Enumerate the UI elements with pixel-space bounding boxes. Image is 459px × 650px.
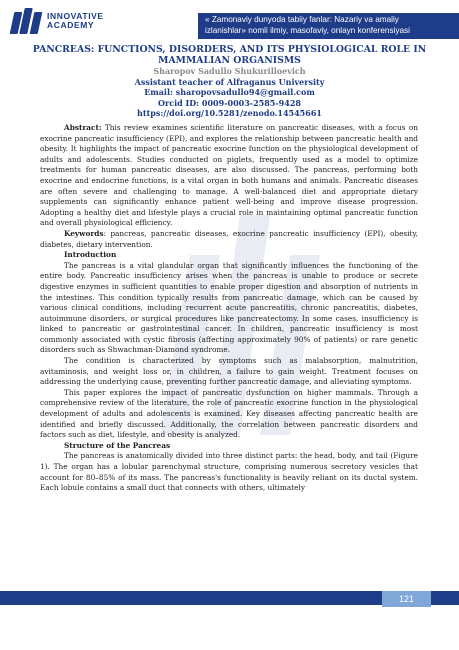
introduction-paragraph-2: The condition is characterized by symptoms such as malabsorption, malnutrition, avitaminosis, and weight loss or, in children, a failure to gain weight. Treatment focuses on addressing the underlying cause, preventing further pancreatic damage, and alleviating symptoms. [40, 356, 418, 387]
author-orcid: Orcid ID: 0009-0003-2585-9428 [158, 97, 301, 108]
abstract-label: Abstract: [64, 123, 102, 132]
introduction-paragraph-3: This paper explores the impact of pancreatic dysfunction on higher mammals. Through a comprehensive review of the literature, the role of pancreatic exocrine function in the physiological development of adults and adolescents is examined. Key diseases affecting pancreatic health are identified and briefly discussed. Additionally, the correlation between pancreatic disorders and factors such as diet, lifestyle, and obesity is analyzed. [40, 387, 418, 440]
page-number: 121 [382, 591, 431, 607]
logo-icon [12, 8, 42, 34]
doi-link[interactable]: https://doi.org/10.5281/zenodo.14545661 [137, 108, 322, 118]
article-title-line2: MAMMALIAN ORGANISMS [158, 55, 301, 66]
author-email: Email: sharopovsadullo94@gmail.com [144, 87, 315, 97]
abstract-text: This review examines scientific literature on pancreatic diseases, with a focus on exocrine pancreatic insufficiency (EPI), and explores the relationship between pancreatic health and obesity. It highlights the impact of pancreatic exocrine function on the physiological development of adults and adolescents. Studies conducted on piglets, frequently used as a model to optimize treatments for human pancreatic diseases, are also discussed. The pancreas, performing both exocrine and endocrine functions, is a vital organ in both humans and animals. Pancreatic diseases are often severe and challenging to manage. A well-balanced diet and appropriate dietary supplements can significantly enhance patient well-being and improve disease progression. Adopting a healthy diet and lifestyle plays a crucial role in maintaining optimal pancreatic function and overall physiological efficiency. [40, 123, 418, 228]
article-header [30, 44, 429, 119]
introduction-paragraph-1: The pancreas is a vital glandular organ that significantly influences the functioning of the entire body. Pancreatic insufficiency arises when the pancreas is unable to produce or secrete digestive enzymes in sufficient quantities to enable proper digestion and absorption of nutrients in the intestines. This condition typically results from pancreatic damage, which can be caused by various clinical conditions, including recurrent acute pancreatitis, chronic pancreatitis, diabetes, autoimmune disorders, or surgical procedures like pancreatectomy. In some cases, insufficiency is linked to pancreatic or gastrointestinal cancer. In children, pancreatic insufficiency is most commonly associated with cystic fibrosis (affecting approximately 90% of patients) or rare genetic disorders such as Shwachman-Diamond syndrome. [40, 260, 418, 355]
structure-heading: Structure of the Pancreas [64, 440, 171, 450]
structure-paragraph-1: The pancreas is anatomically divided into three distinct parts: the head, body, and tail (Figure 1). The organ has a lobular parenchymal structure, comprising numerous secretory vesicles that account for 80–85% of its mass. The pancreas's functionality is heavily reliant on its ductal system. Each lobule contains a small duct that connects with others, ultimately [40, 451, 418, 493]
conference-line2: izlanishlar» nomli ilmiy, masofaviy, onlayn konferensiyasi [205, 25, 410, 35]
keywords-label: Keywords [64, 228, 104, 238]
conference-line1: « Zamonaviy dunyoda tabiiy fanlar: Nazariy va amaliy [205, 15, 399, 24]
conference-banner [198, 13, 459, 39]
page-header [0, 0, 459, 42]
keywords-text: : pancreas, pancreatic diseases, exocrine pancreatic insufficiency (EPI), obesity, diabetes, dietary intervention. [40, 228, 418, 249]
abstract-paragraph [40, 123, 418, 229]
innovative-academy-logo [12, 8, 104, 34]
logo-text [47, 12, 104, 30]
article-body [40, 123, 418, 494]
article-title-line1: PANCREAS: FUNCTIONS, DISORDERS, AND ITS PHYSIOLOGICAL ROLE IN [32, 44, 427, 55]
logo-line1: INNOVATIVE [47, 11, 104, 21]
author-name: Sharopov Sadullo Shukurilloevich [153, 66, 306, 76]
logo-line2: ACADEMY [47, 20, 95, 30]
keywords-paragraph [40, 229, 418, 250]
introduction-heading: Introduction [64, 250, 117, 260]
author-position: Assistant teacher of Alfraganus University [134, 76, 325, 87]
